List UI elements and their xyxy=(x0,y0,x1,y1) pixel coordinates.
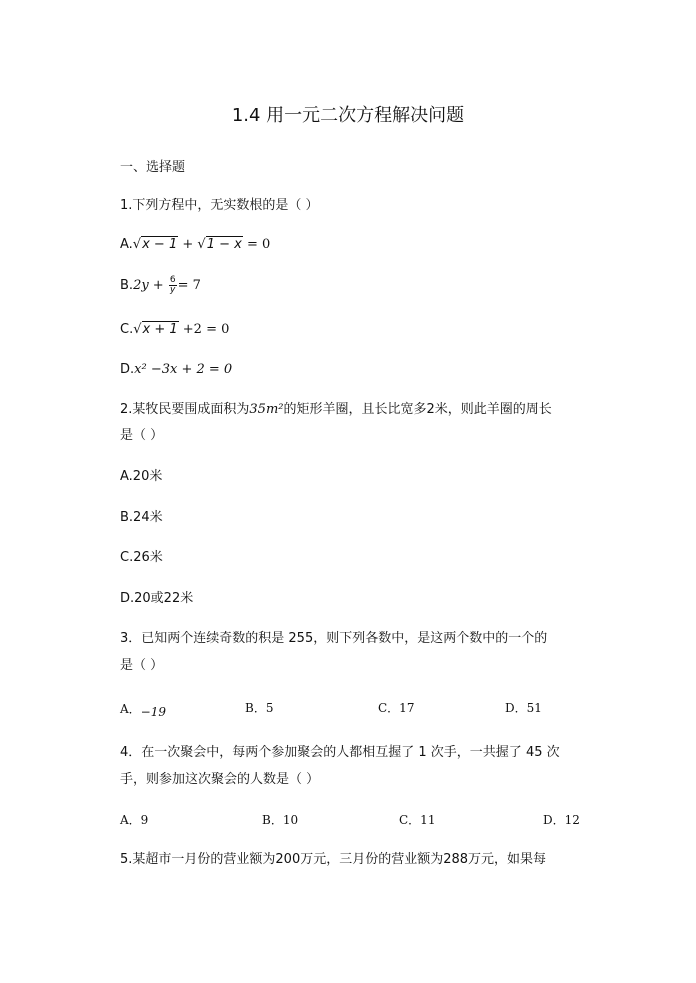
question-1-option-d xyxy=(120,361,232,379)
question-3-option-b: B．5 xyxy=(245,701,274,715)
question-3-option-c: C．17 xyxy=(378,701,415,715)
question-4-option-b: B．10 xyxy=(262,813,299,827)
plus-sign: + xyxy=(178,237,198,252)
question-3-option-a xyxy=(120,701,166,717)
area-expression: 35m² xyxy=(249,402,284,417)
question-3-stem-line2: 是（ ） xyxy=(120,658,164,673)
question-1-stem: 1.下列方程中，无实数根的是（ ） xyxy=(120,198,319,213)
radical-sign: √ xyxy=(132,237,142,252)
equation: x² −3x + 2 = 0 xyxy=(134,362,233,377)
question-4-option-d: D．12 xyxy=(543,813,580,827)
question-4-option-c: C．11 xyxy=(399,813,436,827)
question-3-option-d: D．51 xyxy=(505,701,542,715)
question-1-option-b xyxy=(120,276,201,295)
radicand: x + 1 xyxy=(142,322,178,337)
question-2-option-c: C.26米 xyxy=(120,550,163,565)
radical-sign: √ xyxy=(133,322,142,337)
stem-text: 的矩形羊圈，且长比宽多2米，则此羊圈的周长 xyxy=(283,402,552,417)
page-title: 1.4 用一元二次方程解决问题 xyxy=(231,105,465,126)
radicand: 1 − x xyxy=(206,237,242,252)
question-2-stem-line1 xyxy=(120,401,552,419)
section-heading: 一、选择题 xyxy=(120,160,186,175)
question-2-stem-line2: 是（ ） xyxy=(120,428,164,443)
fraction-denominator: y xyxy=(170,285,176,295)
option-value: −19 xyxy=(140,705,166,719)
question-1-option-a xyxy=(120,236,270,254)
radical-sign: √ xyxy=(197,237,206,252)
question-5-stem-line1: 5.某超市一月份的营业额为200万元，三月份的营业额为288万元，如果每 xyxy=(120,852,547,867)
option-label: B. xyxy=(120,278,134,293)
question-3-stem-line1: 3．已知两个连续奇数的积是 255，则下列各数中，是这两个数中的一个的 xyxy=(120,631,548,646)
equation-rhs: = 7 xyxy=(177,278,201,293)
radicand: x − 1 xyxy=(142,237,178,252)
question-2-option-d: D.20或22米 xyxy=(120,591,194,606)
option-label: A． xyxy=(120,702,141,716)
stem-text: 2.某牧民要围成面积为 xyxy=(120,402,250,417)
option-label: C. xyxy=(120,322,134,337)
question-4-stem-line1: 4．在一次聚会中，每两个参加聚会的人都相互握了 1 次手，一共握了 45 次 xyxy=(120,745,560,760)
fraction-numerator: 6 xyxy=(169,275,176,285)
fraction xyxy=(169,276,177,295)
question-1-option-c xyxy=(120,321,229,339)
question-2-option-a: A.20米 xyxy=(120,469,163,484)
question-4-option-a: A．9 xyxy=(120,813,149,827)
expression-lead: 2y + xyxy=(133,278,168,293)
question-2-option-b: B.24米 xyxy=(120,510,163,525)
equation-rhs: +2 = 0 xyxy=(178,322,230,337)
equation-rhs: = 0 xyxy=(242,237,271,252)
question-4-stem-line2: 手，则参加这次聚会的人数是（ ） xyxy=(120,772,320,787)
option-label: A. xyxy=(120,237,133,252)
option-label: D. xyxy=(120,362,135,377)
